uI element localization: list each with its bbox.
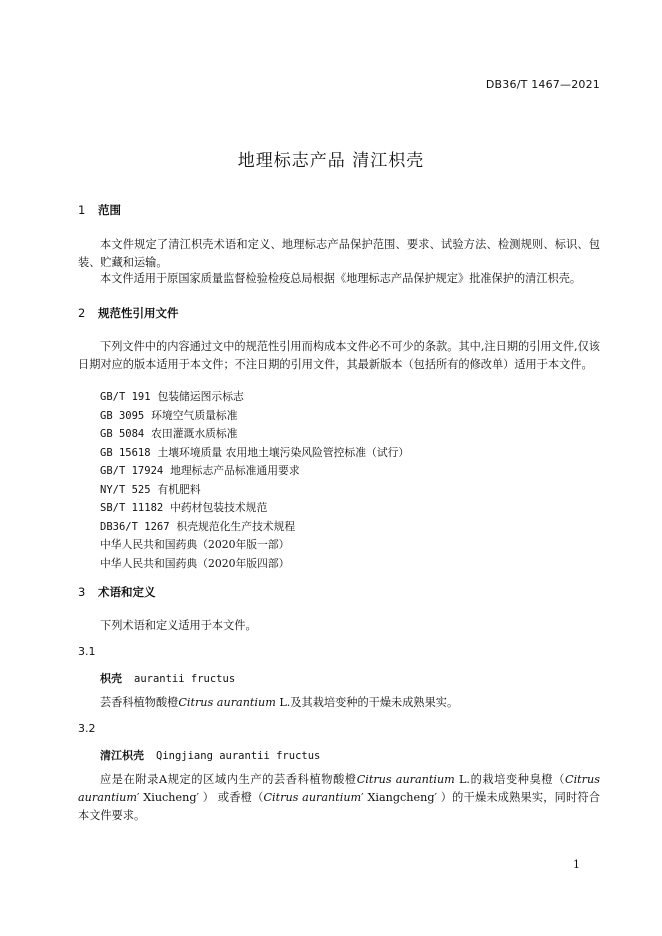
section-3-number: 3 xyxy=(78,585,86,599)
standard-code: DB36/T 1467—2021 xyxy=(485,78,600,91)
reference-name: 中药材包装技术规范 xyxy=(170,501,268,514)
reference-item xyxy=(100,536,409,555)
document-title: 地理标志产品 清江枳壳 xyxy=(237,151,425,171)
latin-name: Citrus aurantium xyxy=(178,696,276,709)
reference-code: GB 15618 xyxy=(100,446,151,459)
latin-name: Citrus aurantium xyxy=(263,791,362,804)
section-1-paragraph-2: 本文件适用于原国家质量监督检验检疫总局根据《地理标志产品保护规定》批准保护的清江枳壳。 xyxy=(100,272,582,285)
reference-name: 中华人民共和国药典（2020年版一部） xyxy=(100,538,290,551)
section-2-paragraph-1: 下列文件中的内容通过文中的规范性引用而构成本文件必不可少的条款。其中,注日期的引用文件,仅该日期对应的版本适用于本文件；不注日期的引用文件，其最新版本（包括所有的修改单）适用于本文件。 xyxy=(78,340,600,371)
section-3-paragraph-1: 下列术语和定义适用于本文件。 xyxy=(100,619,257,632)
reference-code: SB/T 11182 xyxy=(100,502,164,514)
reference-item xyxy=(100,462,409,481)
definition-text: L.的栽培变种臭橙（ xyxy=(454,773,566,786)
reference-code: GB 3095 xyxy=(100,409,145,422)
term-3-2-chinese: 清江枳壳 xyxy=(100,749,144,762)
section-1-heading xyxy=(78,202,121,218)
term-3-2-heading xyxy=(100,747,320,763)
section-3-heading xyxy=(78,584,156,600)
reference-code: NY/T 525 xyxy=(100,483,151,496)
section-3-title: 术语和定义 xyxy=(98,585,156,599)
reference-name: 环境空气质量标准 xyxy=(151,408,238,422)
reference-name: 地理标志产品标准通用要求 xyxy=(170,464,300,477)
reference-item xyxy=(100,518,409,537)
reference-code: GB/T 17924 xyxy=(100,465,164,477)
section-1-paragraph-1: 本文件规定了清江枳壳术语和定义、地理标志产品保护范围、要求、试验方法、检测规则、标识、包装、贮藏和运输。 xyxy=(78,238,600,269)
term-3-1-definition xyxy=(78,694,600,712)
latin-name: Citrus aurantium xyxy=(78,773,600,804)
latin-name: Citrus aurantium xyxy=(356,773,455,786)
reference-item xyxy=(100,555,409,574)
term-3-1-number: 3.1 xyxy=(78,645,96,658)
term-3-1-chinese: 枳壳 xyxy=(100,672,122,685)
section-2-number: 2 xyxy=(78,306,86,320)
reference-name: 土壤环境质量 农用地土壤污染风险管控标准（试行） xyxy=(157,445,410,459)
definition-text: 应是在附录A规定的区域内生产的芸香科植物酸橙 xyxy=(100,773,357,786)
reference-item xyxy=(100,481,409,500)
definition-text: ′ Xiangcheng′ ）的干燥未成熟果实，同时符合本文件要求。 xyxy=(78,791,600,822)
reference-code: GB 5084 xyxy=(100,428,145,440)
definition-text: 芸香科植物酸橙 xyxy=(100,696,179,709)
reference-item xyxy=(100,499,409,518)
reference-name: 有机肥料 xyxy=(157,482,201,496)
reference-name: 枳壳规范化生产技术规程 xyxy=(176,519,296,533)
reference-item xyxy=(100,388,409,407)
reference-item xyxy=(100,444,409,463)
term-3-1-heading xyxy=(100,670,235,686)
reference-name: 包装储运图示标志 xyxy=(157,390,244,403)
definition-text: ′ Xiucheng′ ） 或香橙（ xyxy=(137,791,264,804)
reference-name: 农田灌溉水质标准 xyxy=(151,427,238,440)
reference-code: DB36/T 1267 xyxy=(100,520,170,533)
reference-code: GB/T 191 xyxy=(100,391,151,403)
section-2-heading xyxy=(78,305,179,321)
reference-item xyxy=(100,407,409,426)
term-3-1-english: aurantii fructus xyxy=(134,673,236,685)
page-number: 1 xyxy=(573,858,580,871)
reference-name: 中华人民共和国药典（2020年版四部） xyxy=(100,556,290,570)
section-2-title: 规范性引用文件 xyxy=(98,306,179,320)
term-3-2-number: 3.2 xyxy=(78,722,96,735)
reference-item xyxy=(100,425,409,444)
definition-text: L.及其栽培变种的干燥未成熟果实。 xyxy=(275,696,459,709)
term-3-2-english: Qingjiang aurantii fructus xyxy=(156,750,321,762)
section-1-title: 范围 xyxy=(98,203,121,217)
normative-reference-list xyxy=(100,388,409,573)
section-1-number: 1 xyxy=(78,203,86,217)
term-3-2-definition xyxy=(78,771,600,825)
